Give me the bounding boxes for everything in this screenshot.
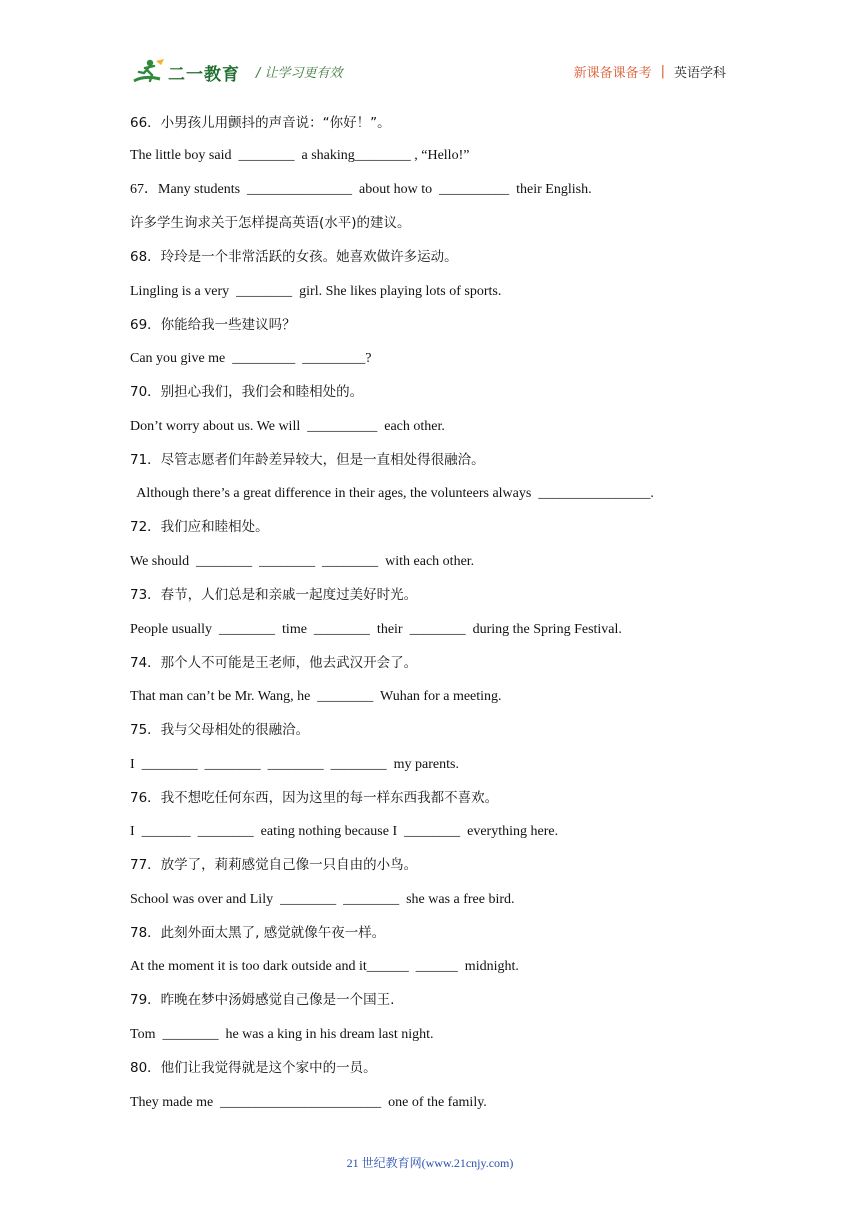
brand-tag: 新课备课备考	[573, 66, 652, 81]
question-75-english: I ________ ________ ________ ________ my parents.	[130, 757, 459, 772]
question-79-chinese: 79．昨晚在梦中汤姆感觉自己像是一个国王.	[130, 992, 395, 1008]
question-80-english: They made me _______________________ one of the family.	[130, 1095, 487, 1110]
question-69-chinese: 69．你能给我一些建议吗？	[130, 317, 296, 333]
question-77-english: School was over and Lily ________ ________ she was a free bird.	[130, 892, 515, 907]
question-75-chinese: 75．我与父母相处的很融洽。	[130, 722, 310, 738]
question-70-english: Don’t worry about us. We will __________ each other.	[130, 419, 445, 434]
question-74-english: That man can’t be Mr. Wang, he ________ Wuhan for a meeting.	[130, 689, 502, 704]
page-header	[130, 56, 730, 88]
page-footer: 21 世纪教育网(www.21cnjy.com)	[346, 1156, 514, 1170]
question-66-chinese: 66．小男孩儿用颤抖的声音说：“你好！”。	[130, 115, 391, 131]
question-76-english: I _______ ________ eating nothing because I ________ everything here.	[130, 824, 559, 839]
question-76-chinese: 76．我不想吃任何东西，因为这里的每一样东西我都不喜欢。	[130, 790, 499, 806]
question-72-chinese: 72．我们应和睦相处。	[130, 519, 269, 535]
question-66-english: The little boy said ________ a shaking________ , “Hello!”	[130, 148, 470, 163]
question-69-english: Can you give me _________ _________?	[130, 351, 372, 366]
question-72-english: We should ________ ________ ________ with each other.	[130, 554, 475, 569]
logo-text: 二一教育	[168, 64, 240, 85]
header-right	[574, 62, 726, 81]
question-80-chinese: 80．他们让我觉得就是这个家中的一员。	[130, 1060, 377, 1076]
slogan: / 让学习更有效	[256, 66, 343, 81]
question-68-chinese: 68．玲玲是一个非常活跃的女孩。她喜欢做许多运动。	[130, 249, 458, 265]
question-67-english: 67．Many students _______________ about how to __________ their English.	[130, 182, 592, 197]
question-68-english: Lingling is a very ________ girl. She likes playing lots of sports.	[130, 284, 502, 299]
logo	[130, 56, 240, 88]
question-73-chinese: 73．春节，人们总是和亲戚一起度过美好时光。	[130, 587, 418, 603]
question-74-chinese: 74．那个人不可能是王老师，他去武汉开会了。	[130, 655, 418, 671]
subject-label: 英语学科	[673, 66, 726, 81]
runner-logo-icon	[130, 57, 166, 87]
header-divider: |	[660, 64, 665, 79]
question-78-chinese: 78．此刻外面太黑了, 感觉就像午夜一样。	[130, 925, 386, 941]
question-77-chinese: 77．放学了，莉莉感觉自己像一只自由的小鸟。	[130, 857, 418, 873]
question-79-english: Tom ________ he was a king in his dream last night.	[130, 1027, 434, 1042]
question-71-chinese: 71．尽管志愿者们年龄差异较大，但是一直相处得很融洽。	[130, 452, 485, 468]
question-71-english: Although there’s a great difference in their ages, the volunteers always ________________.	[130, 486, 654, 501]
question-70-chinese: 70．别担心我们，我们会和睦相处的。	[130, 384, 364, 400]
question-67-chinese: 许多学生询求关于怎样提高英语(水平)的建议。	[130, 215, 411, 231]
question-73-english: People usually ________ time ________ their ________ during the Spring Festival.	[130, 622, 622, 637]
question-78-english: At the moment it is too dark outside and it______ ______ midnight.	[130, 959, 519, 974]
